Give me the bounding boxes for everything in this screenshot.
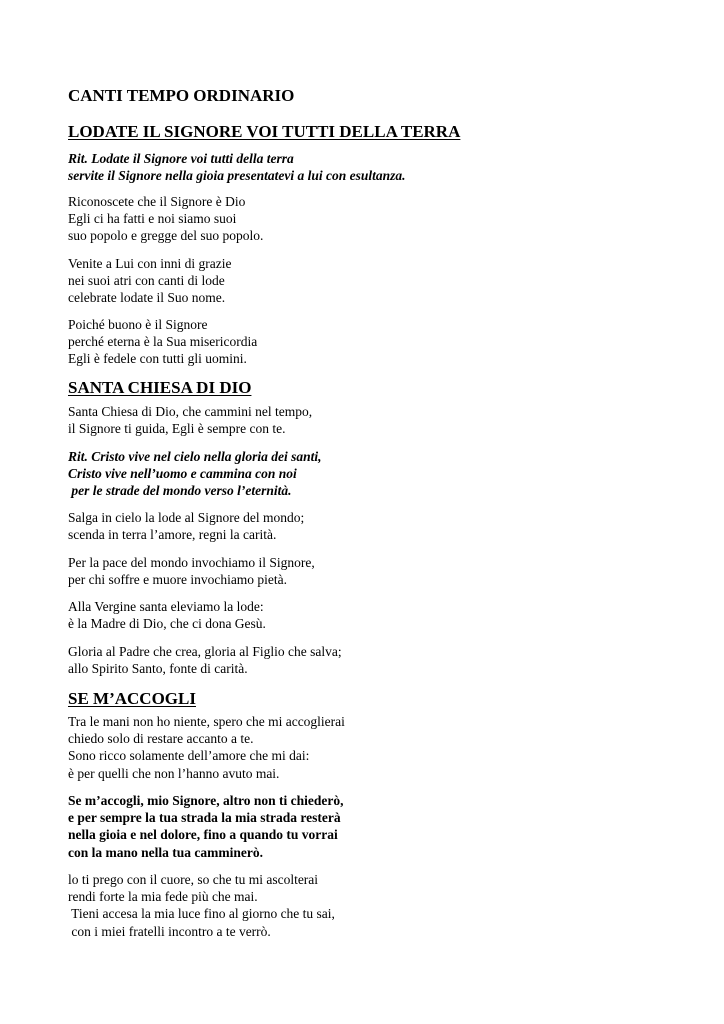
lyric-line: perché eterna è la Sua misericordia — [68, 334, 258, 350]
lyric-line: celebrate lodate il Suo nome. — [68, 290, 226, 306]
lyric-line: Tra le mani non ho niente, spero che mi accoglierai — [68, 714, 345, 729]
song-title-santa-chiesa: SANTA CHIESA DI DIO — [68, 378, 252, 397]
verse-se-maccogli-1 — [68, 713, 345, 782]
lyric-line: per le strade del mondo verso l’eternità. — [68, 483, 292, 499]
verse-lodate-1 — [68, 193, 263, 245]
lyric-line: allo Spirito Santo, fonte di carità. — [68, 661, 248, 677]
verse-santa-chiesa-3 — [68, 554, 315, 588]
lyric-line: con i miei fratelli incontro a te verrò. — [68, 923, 271, 939]
lyric-line: il Signore ti guida, Egli è sempre con te. — [68, 421, 286, 437]
lyric-line: Riconoscete che il Signore è Dio — [68, 194, 246, 209]
lyric-line: Gloria al Padre che crea, gloria al Figlio che salva; — [68, 644, 342, 659]
lyric-line: lo ti prego con il cuore, so che tu mi ascolterai — [68, 872, 319, 887]
chorus-se-maccogli — [68, 792, 343, 861]
lyric-line: rendi forte la mia fede più che mai. — [68, 889, 258, 905]
verse-santa-chiesa-4 — [68, 598, 266, 632]
document-title: CANTI TEMPO ORDINARIO — [68, 86, 295, 105]
lyric-line: Cristo vive nell’uomo e cammina con noi — [68, 466, 297, 482]
lyric-line: nei suoi atri con canti di lode — [68, 273, 225, 289]
lyric-line: scenda in terra l’amore, regni la carità. — [68, 527, 277, 543]
refrain-lodate — [68, 150, 406, 184]
lyric-line: è la Madre di Dio, che ci dona Gesù. — [68, 616, 266, 632]
lyric-line: è per quelli che non l’hanno avuto mai. — [68, 765, 280, 781]
lyric-line: chiedo solo di restare accanto a te. — [68, 731, 254, 747]
lyric-line: servite il Signore nella gioia presentatevi a lui con esultanza. — [68, 168, 406, 184]
lyric-line: con la mano nella tua camminerò. — [68, 844, 263, 860]
lyric-line: per chi soffre e muore invochiamo pietà. — [68, 572, 288, 588]
song-title-lodate: LODATE IL SIGNORE VOI TUTTI DELLA TERRA — [68, 122, 461, 141]
lyric-line: Sono ricco solamente dell’amore che mi dai: — [68, 748, 310, 764]
lyric-line: Alla Vergine santa eleviamo la lode: — [68, 599, 264, 614]
lyric-line: Egli è fedele con tutti gli uomini. — [68, 351, 247, 367]
lyric-line: Santa Chiesa di Dio, che cammini nel tempo, — [68, 404, 313, 419]
lyric-line: e per sempre la tua strada la mia strada resterà — [68, 810, 341, 826]
lyric-line: Rit. Lodate il Signore voi tutti della terra — [68, 151, 294, 166]
verse-santa-chiesa-5 — [68, 643, 342, 677]
lyric-line: nella gioia e nel dolore, fino a quando tu vorrai — [68, 827, 338, 843]
lyric-line: suo popolo e gregge del suo popolo. — [68, 228, 264, 244]
verse-lodate-3 — [68, 316, 257, 368]
song-title-se-maccogli: SE M’ACCOGLI — [68, 689, 196, 708]
lyric-line: Venite a Lui con inni di grazie — [68, 256, 232, 271]
lyric-line: Tieni accesa la mia luce fino al giorno che tu sai, — [68, 906, 335, 922]
verse-lodate-2 — [68, 255, 231, 307]
verse-se-maccogli-2 — [68, 871, 335, 940]
lyric-line: Se m’accogli, mio Signore, altro non ti chiederò, — [68, 793, 344, 808]
verse-santa-chiesa-1 — [68, 403, 312, 437]
lyric-line: Poiché buono è il Signore — [68, 317, 208, 332]
lyric-line: Rit. Cristo vive nel cielo nella gloria dei santi, — [68, 449, 322, 464]
lyric-line: Egli ci ha fatti e noi siamo suoi — [68, 211, 237, 227]
lyric-line: Salga in cielo la lode al Signore del mondo; — [68, 510, 305, 525]
refrain-santa-chiesa — [68, 448, 322, 500]
lyric-line: Per la pace del mondo invochiamo il Signore, — [68, 555, 315, 570]
verse-santa-chiesa-2 — [68, 509, 304, 543]
